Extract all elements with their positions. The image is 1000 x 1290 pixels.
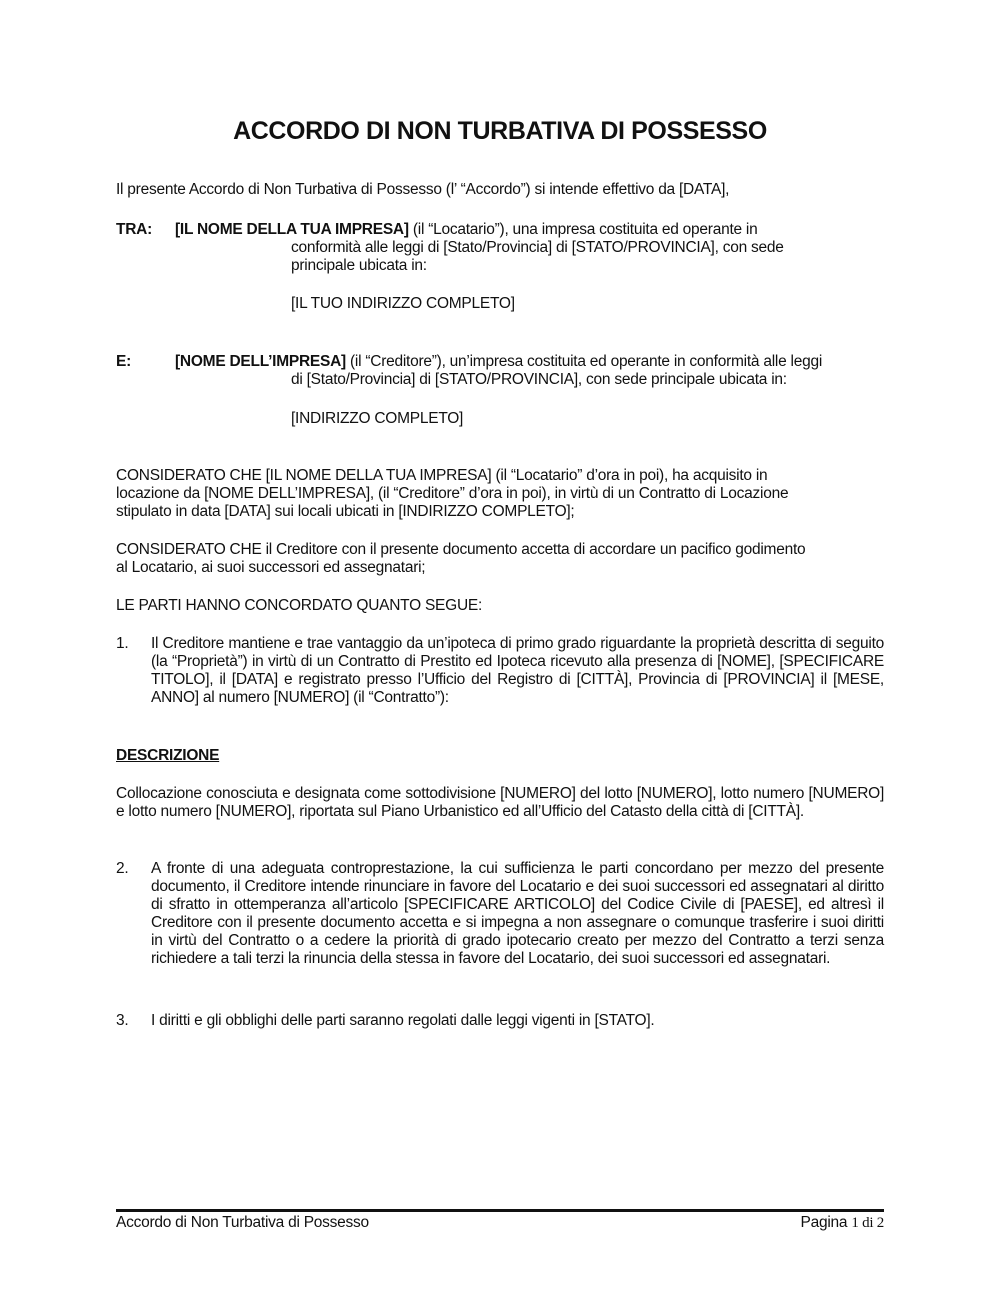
footer-divider [116, 1209, 884, 1212]
description-text: Collocazione conosciuta e designata come sottodivisione [NUMERO] del lotto [NUMERO], lotto numero [NUMERO] e lotto numero [NUMERO], riportata sul Piano Urbanistico ed all’Ufficio del Catasto della città di [CITTÀ]. [116, 785, 884, 820]
agreed-statement: LE PARTI HANNO CONCORDATO QUANTO SEGUE: [116, 597, 483, 614]
party-tra-continuation-2: principale ubicata in: [291, 257, 427, 274]
party-tra-continuation-1: conformità alle leggi di [Stato/Provincia] di [STATO/PROVINCIA], con sede [291, 239, 784, 256]
party-e-desc: (il “Creditore”), un’impresa costituita ed operante in conformità alle leggi [345, 353, 823, 370]
footer-page-number [801, 1214, 885, 1232]
whereas-2-line-2: al Locatario, ai suoi successori ed assegnatari; [116, 559, 426, 576]
party-tra-name: [IL NOME DELLA TUA IMPRESA] [175, 221, 409, 238]
party-e-address: [INDIRIZZO COMPLETO] [291, 410, 464, 427]
clause-2-number: 2. [116, 860, 129, 877]
whereas-2-line-1: CONSIDERATO CHE il Creditore con il presente documento accetta di accordare un pacifico godimento [116, 541, 806, 558]
page-total: 2 [876, 1215, 884, 1231]
page-separator: di [858, 1215, 877, 1231]
party-e-first-line [175, 353, 895, 371]
party-tra-desc: (il “Locatario”), una impresa costituita ed operante in [408, 221, 758, 238]
document-title: ACCORDO DI NON TURBATIVA DI POSSESSO [233, 117, 767, 145]
footer-document-title: Accordo di Non Turbativa di Possesso [116, 1214, 369, 1231]
clause-3-number: 3. [116, 1012, 129, 1029]
party-label-tra: TRA: [116, 221, 153, 238]
clause-2-text: A fronte di una adeguata controprestazione, la cui sufficienza le parti concordano per mezzo del presente documento, il Creditore intende rinunciare in favore del Locatario e dei suoi successori ed assegnatari al diritto di sfratto in ottemperanza all’articolo [SPECIFICARE ARTICOLO] del Codice Civile di [PAESE], ed altresì il Creditore con il presente documento accetta e si impegna a non assegnare o comunque trasferire i suoi diritti in virtù del Contratto o a cedere la priorità di grado ipotecario creato per mezzo del Contratto a terzi senza richiedere a tali terzi la rinuncia della stessa in favore del Locatario, dei suoi successori ed assegnatari. [151, 860, 884, 967]
whereas-1-line-2: locazione da [NOME DELL’IMPRESA], (il “Creditore” d’ora in poi), in virtù di un Contratto di Locazione [116, 485, 789, 502]
clause-3-text: I diritti e gli obblighi delle parti saranno regolati dalle leggi vigenti in [STATO]. [151, 1012, 655, 1029]
party-e-name: [NOME DELL’IMPRESA] [175, 353, 346, 370]
intro-paragraph: Il presente Accordo di Non Turbativa di Possesso (l’ “Accordo”) si intende effettivo da [DATA], [116, 181, 730, 198]
whereas-1-line-3: stipulato in data [DATA] sui locali ubicati in [INDIRIZZO COMPLETO]; [116, 503, 575, 520]
party-label-e: E: [116, 353, 131, 370]
party-tra-address: [IL TUO INDIRIZZO COMPLETO] [291, 295, 515, 312]
clause-1-number: 1. [116, 635, 129, 652]
party-e-continuation-1: di [Stato/Provincia] di [STATO/PROVINCIA], con sede principale ubicata in: [291, 371, 787, 388]
whereas-1-line-1: CONSIDERATO CHE [IL NOME DELLA TUA IMPRESA] (il “Locatario” d’ora in poi), ha acquisito in [116, 467, 768, 484]
description-heading: DESCRIZIONE [116, 747, 220, 764]
page-current: 1 [851, 1215, 859, 1231]
clause-1-text: Il Creditore mantiene e trae vantaggio da un’ipoteca di primo grado riguardante la proprietà descritta di seguito (la “Proprietà”) in virtù di un Contratto di Prestito ed Ipoteca ricevuto alla presenza di [NOME], [SPECIFICARE TITOLO], il [DATA] e registrato presso l’Ufficio del Registro di [CITTÀ], Provincia di [PROVINCIA] il [MESE, ANNO] al numero [NUMERO] (il “Contratto”): [151, 635, 884, 706]
party-tra-first-line [175, 221, 895, 239]
page-label: Pagina [800, 1214, 852, 1231]
